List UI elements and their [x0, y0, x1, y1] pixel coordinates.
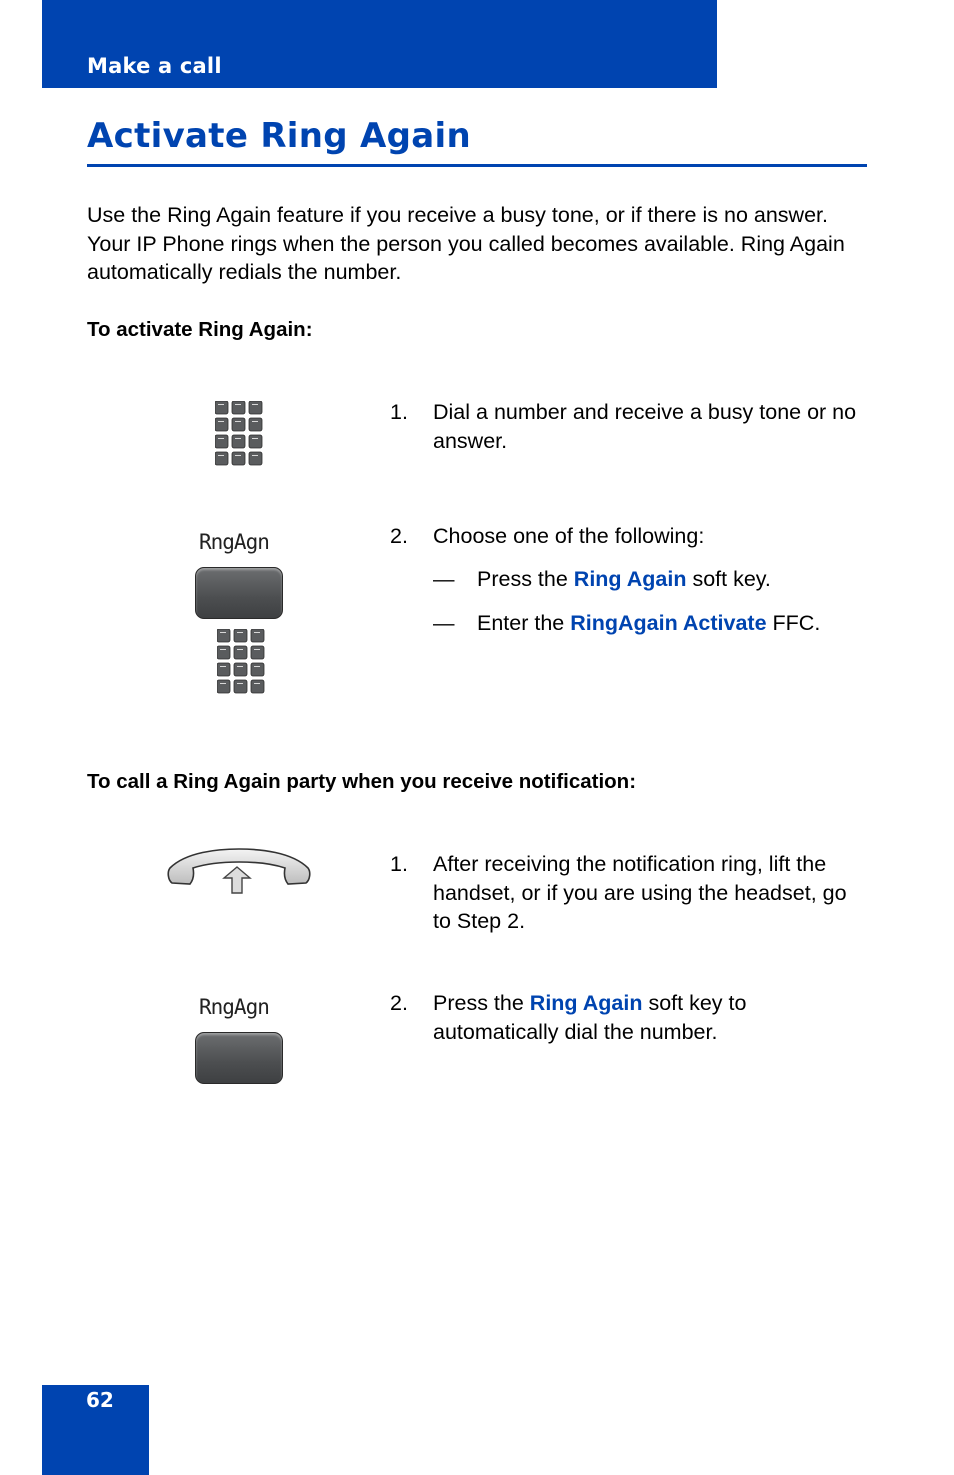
keypad-key: [251, 680, 264, 693]
handset-lift-icon: [166, 846, 312, 896]
section-title: Make a call: [87, 54, 222, 78]
option-dash: —: [433, 611, 455, 635]
step-dial-number: [390, 398, 870, 455]
page-title: Activate Ring Again: [87, 116, 471, 156]
keypad-key: [215, 418, 228, 431]
option-text-pre: Enter the: [477, 611, 571, 635]
step-text-post: soft key to automatically dial the number.: [433, 991, 747, 1044]
title-rule: [87, 164, 867, 167]
keypad-key: [232, 452, 245, 465]
procedure-heading-call-party: To call a Ring Again party when you receive notification:: [87, 770, 637, 793]
ring-again-softkey-icon: [195, 567, 283, 619]
keypad-key: [249, 435, 262, 448]
keypad-key: [249, 452, 262, 465]
option-dash: —: [433, 567, 455, 591]
keypad-key: [251, 663, 264, 676]
keypad-key: [217, 646, 230, 659]
keyword-ring-again: Ring Again: [529, 991, 643, 1015]
keypad-key: [234, 629, 247, 642]
keypad-key: [215, 452, 228, 465]
keypad-key: [232, 401, 245, 414]
step-text: Choose one of the following:: [433, 524, 705, 548]
header-band: [42, 0, 717, 88]
step-press-softkey: [390, 989, 870, 1046]
step-text: Dial a number and receive a busy tone or no answer.: [433, 400, 857, 453]
step-number: 1.: [390, 852, 408, 876]
keypad-key: [234, 646, 247, 659]
option-enter-ffc: [433, 609, 820, 637]
option-text-post: FFC.: [766, 611, 821, 635]
step-lift-handset: [390, 850, 870, 936]
keypad-key: [249, 418, 262, 431]
keypad-key: [217, 629, 230, 642]
keypad-key: [215, 435, 228, 448]
keypad-key: [232, 418, 245, 431]
softkey-label: RngAgn: [199, 530, 269, 554]
procedure-heading-activate: To activate Ring Again:: [87, 318, 313, 341]
keypad-key: [251, 646, 264, 659]
option-text-pre: Press the: [477, 567, 574, 591]
option-text-post: soft key.: [686, 567, 771, 591]
page-number: 62: [86, 1388, 114, 1412]
step-number: 2.: [390, 524, 408, 548]
step-text-pre: Press the: [433, 991, 530, 1015]
keypad-key: [215, 401, 228, 414]
keypad-key: [217, 663, 230, 676]
keypad-key: [251, 629, 264, 642]
keypad-key: [234, 680, 247, 693]
intro-paragraph: Use the Ring Again feature if you receive a busy tone, or if there is no answer. Your IP Phone rings when the person you called becomes available. Ring Again automatically redials the number.: [87, 203, 845, 284]
keyword-ring-again: Ring Again: [573, 567, 687, 591]
keypad-key: [249, 401, 262, 414]
keyword-ringagain-activate: RingAgain Activate: [570, 611, 767, 635]
step-choose-option: [390, 522, 870, 551]
step-text: [433, 989, 870, 1046]
keypad-icon: [215, 401, 263, 468]
keypad-key: [234, 663, 247, 676]
page-number-band: [42, 1385, 149, 1475]
option-press-softkey: [433, 565, 771, 593]
step-text: After receiving the notification ring, lift the handset, or if you are using the headset, go to Step 2.: [433, 852, 847, 933]
keypad-icon: [217, 629, 265, 696]
softkey-label: RngAgn: [199, 995, 269, 1019]
keypad-key: [217, 680, 230, 693]
step-number: 2.: [390, 991, 408, 1015]
step-number: 1.: [390, 400, 408, 424]
ring-again-softkey-icon: [195, 1032, 283, 1084]
keypad-key: [232, 435, 245, 448]
